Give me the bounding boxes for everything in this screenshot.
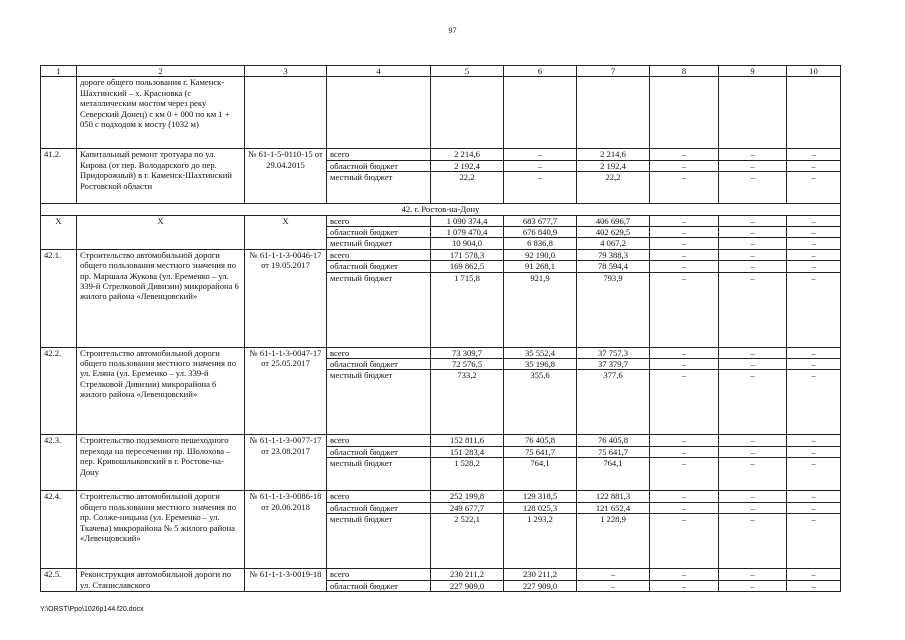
row-number: 42.5. <box>41 569 77 592</box>
funding-type: всего <box>327 491 431 502</box>
document-cell: № 61-1-1-3-0047-17 от 25.05.2017 <box>245 347 327 435</box>
value-cell: – <box>787 370 841 435</box>
value-cell: – <box>650 491 719 502</box>
value-cell: 1 528,2 <box>431 458 504 491</box>
value-cell: 121 652,4 <box>577 502 650 513</box>
value-cell: 76 405,8 <box>504 435 577 446</box>
value-cell: 921,9 <box>504 272 577 347</box>
value-cell: 402 629,5 <box>577 227 650 238</box>
value-cell: 75 641,7 <box>504 446 577 457</box>
value-cell: 377,6 <box>577 370 650 435</box>
value-cell: – <box>787 160 841 171</box>
value-cell: 2 192,4 <box>431 160 504 171</box>
value-cell: 35 196,8 <box>504 359 577 370</box>
value-cell: 252 199,8 <box>431 491 504 502</box>
value-cell: 169 862,5 <box>431 261 504 272</box>
value-cell: – <box>577 580 650 591</box>
value-cell: 78 594,4 <box>577 261 650 272</box>
value-cell: 122 881,3 <box>577 491 650 502</box>
value-cell: 1 293,2 <box>504 514 577 569</box>
header-cell: 7 <box>577 66 650 77</box>
value-cell: – <box>787 502 841 513</box>
value-cell: – <box>719 458 787 491</box>
value-cell: – <box>787 215 841 226</box>
value-cell: – <box>719 160 787 171</box>
value-cell: 227 909,0 <box>431 580 504 591</box>
row-number: Х <box>41 215 77 249</box>
value-cell: 22,2 <box>577 172 650 204</box>
value-cell: – <box>650 502 719 513</box>
value-cell: 406 696,7 <box>577 215 650 226</box>
funding-type: местный бюджет <box>327 370 431 435</box>
row-number: 42.3. <box>41 435 77 491</box>
value-cell: – <box>650 227 719 238</box>
value-cell: – <box>650 272 719 347</box>
value-cell: – <box>719 261 787 272</box>
value-cell: – <box>650 172 719 204</box>
value-cell: – <box>650 347 719 358</box>
value-cell: 73 309,7 <box>431 347 504 358</box>
value-cell: – <box>787 149 841 160</box>
value-cell: – <box>650 249 719 260</box>
value-cell: – <box>650 569 719 580</box>
value-cell: – <box>787 569 841 580</box>
funding-type: областной бюджет <box>327 160 431 171</box>
value-cell: 72 576,5 <box>431 359 504 370</box>
row-number: 42.1. <box>41 249 77 347</box>
object-name: Строительство автомобильной дороги общего пользования местного значения по пр. Маршала Жукова (ул. Еременко – ул. 339-й Стрелковой Дивизии) микрорайона 6 жилого района «Левенцовский» <box>77 249 245 347</box>
value-cell: – <box>719 435 787 446</box>
value-cell: – <box>719 514 787 569</box>
value-cell: – <box>650 458 719 491</box>
funding-type: областной бюджет <box>327 359 431 370</box>
row-number <box>41 77 77 149</box>
document-cell: Х <box>245 215 327 249</box>
value-cell: – <box>719 227 787 238</box>
funding-type: областной бюджет <box>327 261 431 272</box>
header-cell: 5 <box>431 66 504 77</box>
value-cell: 764,1 <box>577 458 650 491</box>
page-number: 97 <box>448 26 457 35</box>
document-cell: № 61-1-1-3-0077-17 от 23.08.2017 <box>245 435 327 491</box>
object-name: Х <box>77 215 245 249</box>
value-cell: 2 214,6 <box>577 149 650 160</box>
value-cell: – <box>650 149 719 160</box>
value-cell: – <box>719 491 787 502</box>
value-cell: 91 268,1 <box>504 261 577 272</box>
header-cell: 4 <box>327 66 431 77</box>
value-cell: – <box>719 272 787 347</box>
header-cell: 9 <box>719 66 787 77</box>
value-cell: 2 192,4 <box>577 160 650 171</box>
value-cell: – <box>719 580 787 591</box>
value-cell: – <box>719 172 787 204</box>
section-title: 42. г. Ростов-на-Дону <box>41 204 841 215</box>
value-cell: 22,2 <box>431 172 504 204</box>
value-cell: 10 904,0 <box>431 238 504 249</box>
value-cell <box>650 77 719 149</box>
value-cell: – <box>787 580 841 591</box>
value-cell: – <box>719 215 787 226</box>
header-cell: 1 <box>41 66 77 77</box>
value-cell: 4 067,2 <box>577 238 650 249</box>
value-cell: 793,9 <box>577 272 650 347</box>
value-cell: 92 190,0 <box>504 249 577 260</box>
value-cell: – <box>719 347 787 358</box>
value-cell: 249 677,7 <box>431 502 504 513</box>
header-cell: 10 <box>787 66 841 77</box>
value-cell <box>431 77 504 149</box>
header-cell: 3 <box>245 66 327 77</box>
value-cell: – <box>787 261 841 272</box>
object-name: Реконструкция автомобильной дороги по ул. Станиславского <box>77 569 245 592</box>
row-number: 42.4. <box>41 491 77 569</box>
value-cell: 2 522,1 <box>431 514 504 569</box>
document-cell <box>245 77 327 149</box>
value-cell: – <box>719 502 787 513</box>
value-cell: – <box>650 514 719 569</box>
value-cell: – <box>650 215 719 226</box>
value-cell: 2 214,6 <box>431 149 504 160</box>
value-cell: 227 909,0 <box>504 580 577 591</box>
funding-type: местный бюджет <box>327 172 431 204</box>
funding-type: всего <box>327 215 431 226</box>
value-cell: – <box>719 249 787 260</box>
value-cell: – <box>787 238 841 249</box>
value-cell: 76 405,8 <box>577 435 650 446</box>
value-cell: – <box>577 569 650 580</box>
value-cell: – <box>719 446 787 457</box>
value-cell: 152 811,6 <box>431 435 504 446</box>
funding-type: всего <box>327 435 431 446</box>
value-cell: – <box>787 446 841 457</box>
funding-type: местный бюджет <box>327 272 431 347</box>
value-cell: 1 715,8 <box>431 272 504 347</box>
value-cell: – <box>719 238 787 249</box>
funding-type: всего <box>327 569 431 580</box>
value-cell: 6 836,8 <box>504 238 577 249</box>
funding-type: местный бюджет <box>327 458 431 491</box>
value-cell: – <box>504 172 577 204</box>
value-cell: 129 318,5 <box>504 491 577 502</box>
value-cell: – <box>719 149 787 160</box>
value-cell: – <box>650 370 719 435</box>
table-body <box>41 66 841 592</box>
funding-type: областной бюджет <box>327 446 431 457</box>
value-cell: – <box>650 435 719 446</box>
value-cell: – <box>650 359 719 370</box>
funding-type: местный бюджет <box>327 238 431 249</box>
object-name: Строительство подземного пешеходного перехода на пересечении пр. Шолохова – пер. Кривошлыковский в г. Ростове-на-Дону <box>77 435 245 491</box>
table-row <box>41 149 841 160</box>
header-cell: 8 <box>650 66 719 77</box>
value-cell: 35 552,4 <box>504 347 577 358</box>
value-cell: – <box>787 514 841 569</box>
value-cell: – <box>650 580 719 591</box>
table-row <box>41 569 841 580</box>
value-cell: – <box>504 149 577 160</box>
value-cell: 764,1 <box>504 458 577 491</box>
value-cell: 128 025,3 <box>504 502 577 513</box>
value-cell <box>504 77 577 149</box>
value-cell: 733,2 <box>431 370 504 435</box>
section-title-row <box>41 204 841 215</box>
value-cell: 151 283,4 <box>431 446 504 457</box>
object-name: Капитальный ремонт тротуара по ул. Кирова (от пер. Володарского до пер. Придорожный) в г. Каменск-Шахтинский Ростовской области <box>77 149 245 204</box>
table-row <box>41 491 841 502</box>
document-cell: № 61-1-1-3-0046-17 от 19.05.2017 <box>245 249 327 347</box>
budget-table <box>40 65 841 592</box>
value-cell <box>787 77 841 149</box>
table-row <box>41 215 841 226</box>
value-cell: – <box>650 446 719 457</box>
value-cell: – <box>787 172 841 204</box>
value-cell: – <box>787 458 841 491</box>
value-cell: – <box>650 261 719 272</box>
document-cell: № 61-1-1-3-0019-18 <box>245 569 327 592</box>
funding-type: местный бюджет <box>327 514 431 569</box>
value-cell: 171 578,3 <box>431 249 504 260</box>
value-cell: – <box>787 347 841 358</box>
value-cell <box>719 77 787 149</box>
value-cell: 676 840,9 <box>504 227 577 238</box>
value-cell: 1 090 374,4 <box>431 215 504 226</box>
funding-type: всего <box>327 347 431 358</box>
header-cell: 2 <box>77 66 245 77</box>
table-row <box>41 347 841 358</box>
value-cell: 355,6 <box>504 370 577 435</box>
header-row <box>41 66 841 77</box>
value-cell: 37 757,3 <box>577 347 650 358</box>
value-cell: – <box>650 160 719 171</box>
value-cell: – <box>719 370 787 435</box>
object-name: Строительство автомобильной дороги общего пользования местного значения по ул. Еляна (ул. Еременко – ул. 339-й Стрелковой Дивизии) микрорайона 6 жилого района «Левенцовский» <box>77 347 245 435</box>
row-number: 41.2. <box>41 149 77 204</box>
header-cell: 6 <box>504 66 577 77</box>
value-cell: 1 079 470,4 <box>431 227 504 238</box>
value-cell: – <box>787 435 841 446</box>
document-cell: № 61-1-1-3-0086-18 от 20.06.2018 <box>245 491 327 569</box>
object-name: дороге общего пользования г. Каменск-Шахтинский – х. Красновка (с металлическим мостом через реку Северский Донец) с км 0 + 000 по км 1 + 050 с подходом к мосту (1032 м) <box>77 77 245 149</box>
value-cell: – <box>787 272 841 347</box>
value-cell: – <box>719 569 787 580</box>
value-cell: – <box>787 359 841 370</box>
value-cell: 1 228,9 <box>577 514 650 569</box>
funding-type: областной бюджет <box>327 227 431 238</box>
value-cell: 79 388,3 <box>577 249 650 260</box>
funding-type: областной бюджет <box>327 580 431 591</box>
value-cell: 75 641,7 <box>577 446 650 457</box>
value-cell: 230 211,2 <box>504 569 577 580</box>
value-cell: – <box>787 491 841 502</box>
value-cell: 230 211,2 <box>431 569 504 580</box>
value-cell: 37 379,7 <box>577 359 650 370</box>
funding-type <box>327 77 431 149</box>
footer-path: Y:\ORST\Ppo\1026p144.f20.docx <box>40 606 144 613</box>
table-row <box>41 435 841 446</box>
continuation-row <box>41 77 841 149</box>
value-cell: – <box>504 160 577 171</box>
funding-type: областной бюджет <box>327 502 431 513</box>
funding-type: всего <box>327 249 431 260</box>
object-name: Строительство автомобильной дороги общего пользования местного значения по пр. Солже-ницына (ул. Еременко – ул. Ткачева) микрорайона № 5 жилого района «Левенцовский» <box>77 491 245 569</box>
value-cell <box>577 77 650 149</box>
value-cell: 683 677,7 <box>504 215 577 226</box>
value-cell: – <box>787 249 841 260</box>
funding-type: всего <box>327 149 431 160</box>
table-row <box>41 249 841 260</box>
row-number: 42.2. <box>41 347 77 435</box>
value-cell: – <box>650 238 719 249</box>
document-cell: № 61-1-5-0110-15 от 29.04.2015 <box>245 149 327 204</box>
value-cell: – <box>719 359 787 370</box>
value-cell: – <box>787 227 841 238</box>
